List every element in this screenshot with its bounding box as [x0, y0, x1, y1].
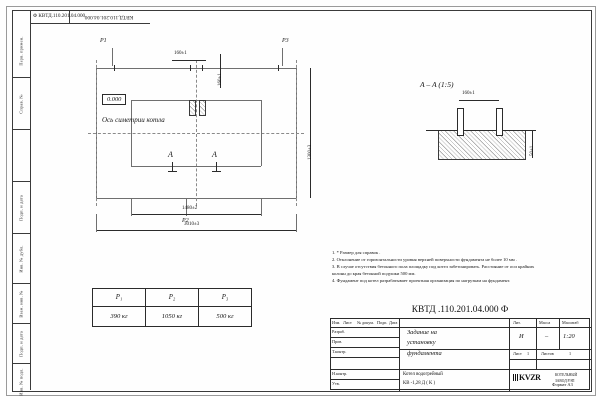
stamp-vline-3 [536, 319, 537, 349]
table-header-p3: P₃ [199, 289, 252, 307]
left-cell-5 [12, 284, 30, 324]
stamp-row-tkontr: Т.контр. [332, 349, 347, 354]
anchor-bolt-right [496, 108, 503, 136]
table-header-p1: P₁ [93, 289, 146, 307]
stamp-sheet-label: Лист [513, 351, 522, 356]
table-cell-p1-value: 390 кг [93, 307, 146, 327]
dim-line-right-vertical [310, 68, 311, 198]
section-view [420, 80, 550, 190]
left-cell-label: Инв. № дубл. [18, 244, 24, 273]
leader-p1 [112, 48, 113, 66]
stamp-col-podp: Подп. [377, 320, 388, 325]
anchor-mark-p1 [114, 65, 115, 71]
left-stamp-column [12, 10, 31, 396]
stamp-hline-6 [331, 379, 399, 380]
anchor-mark-mid-a [190, 65, 191, 71]
company-name: KVZR [519, 373, 541, 382]
company-sub-line-1: КОТЕЛЬНЫЙ [555, 373, 578, 377]
section-top-surface [426, 130, 536, 131]
stamp-hline-5 [331, 369, 399, 370]
stamp-mass-value: – [545, 333, 549, 340]
stamp-vline-1 [399, 319, 400, 391]
left-cell-2 [12, 130, 30, 182]
logo-bars-icon [513, 374, 518, 381]
dim-line-bottom-outer [96, 230, 296, 231]
section-mark-a-right: A [212, 150, 217, 159]
code-rotated-label: КВТД.110.201.04.000 [84, 14, 134, 20]
stamp-sheets-label: Листов [541, 351, 554, 356]
dim-top-small: 160±1 [174, 51, 187, 56]
plan-view [86, 38, 326, 238]
stamp-product-line-2: КВ -1,28 Д ( К ) [403, 381, 436, 386]
code-label: Ф КВТД.110.201.04.000 [33, 13, 86, 19]
stamp-row-razrab: Разраб. [332, 329, 345, 334]
stamp-hline-4 [331, 357, 399, 358]
left-cell-label: Взам. инв. № [18, 289, 24, 318]
left-cell-label: Подп. и дата [18, 194, 24, 221]
stamp-vline-2 [509, 319, 510, 391]
plan-inner-left [131, 100, 132, 166]
axis-symmetry-note: Ось симетрии котла [102, 116, 165, 124]
note-4: 4. Фундамент под котел разрабатывает проектная организация по нагрузкам на фундамент. [332, 277, 511, 283]
section-arrow-right-base [212, 171, 221, 172]
plan-axis-vertical-left [96, 60, 97, 206]
stamp-hline-3 [331, 347, 399, 348]
stamp-hline-2 [331, 337, 399, 338]
section-arrow-left-base [168, 171, 177, 172]
stamp-lit-value: И [519, 333, 524, 340]
dim-ext-inner-left [131, 198, 132, 216]
stamp-col-list: Лист [343, 320, 352, 325]
label-p3: P3 [282, 38, 289, 44]
dim-top-small-vertical: 160±1 [218, 73, 223, 86]
top-left-code-box [30, 10, 150, 24]
stamp-sheet-value: 1 [527, 351, 530, 356]
left-cell-label: Справ. № [18, 93, 24, 114]
stamp-row-utv: Утв. [332, 381, 340, 386]
left-cell-label: Подп. и дата [18, 330, 24, 357]
section-mark-a-left: A [168, 150, 173, 159]
note-1: 1. * Размер для справок . [332, 250, 381, 255]
section-dim-top: 160±1 [462, 91, 475, 96]
stamp-hline-1 [331, 327, 399, 328]
note-3: 3. В случае отсутствия бетонного пола площадку под котел забетонировать. Расстояние от оси крайних колонн до края бетонной подушки 500 мм. [332, 263, 535, 276]
stamp-scale-value: 1:20 [563, 333, 575, 340]
dim-bottom-outer: 3010±3 [184, 222, 200, 227]
stamp-mass-header: Масса [539, 320, 551, 325]
section-concrete-block [438, 130, 526, 160]
plan-inner-bottom [131, 166, 261, 167]
stamp-title-line-2: установку [407, 339, 436, 346]
dim-line-top-small [172, 60, 206, 61]
stamp-product-line-1: Котел водогрейный [403, 372, 443, 377]
notes-block [332, 250, 548, 284]
anchor-pad-right [199, 100, 206, 116]
document-code: КВТД .110.201.04.000 Ф [411, 305, 509, 315]
left-cell-label: Инв. № подл. [18, 368, 24, 396]
stamp-hline-title-4 [509, 359, 591, 360]
anchor-pad-left [189, 100, 196, 116]
anchor-bolt-left [457, 108, 464, 136]
company-logo [513, 373, 541, 382]
plan-axis-vertical-1 [196, 60, 197, 206]
table-cell-p2-value: 1050 кг [146, 307, 199, 327]
stamp-col-doc: № докум. [357, 320, 374, 325]
stamp-hline-title-1 [399, 327, 591, 328]
sheet-format-label: Формат А3 [552, 382, 573, 387]
left-cell-6 [12, 324, 30, 364]
dim-bottom-inner: 1480±2 [182, 206, 198, 211]
stamp-title-line-3: фундамента [407, 350, 442, 357]
anchor-mark-p3 [278, 65, 279, 71]
stamp-hline-title-3 [399, 369, 591, 370]
plan-inner-right [261, 100, 262, 166]
plan-axis-vertical-right [296, 60, 297, 206]
stamp-col-izm: Изм. [332, 320, 341, 325]
stamp-row-nkontr: Н.контр. [332, 371, 348, 376]
note-2: 2. Отклонение от горизонтальноcти уровня верхней поверхности фундамента не более 10 мм . [332, 256, 517, 262]
table-row-header [93, 289, 252, 307]
dim-ext-inner-right [261, 198, 262, 216]
section-dim-line-top [459, 100, 499, 101]
title-block [330, 318, 590, 390]
left-cell-3 [12, 182, 30, 234]
dim-ext-outer-left [96, 214, 97, 232]
left-cell-7 [12, 364, 30, 400]
section-dim-right: 50±1 [530, 145, 535, 156]
dim-line-bottom-inner [131, 214, 261, 215]
stamp-col-data: Дата [389, 320, 398, 325]
table-cell-p3-value: 500 кг [199, 307, 252, 327]
table-row [93, 307, 252, 327]
leader-p3 [282, 48, 283, 66]
left-cell-1 [12, 78, 30, 130]
anchor-mark-mid-b [202, 65, 203, 71]
left-cell-4 [12, 234, 30, 284]
stamp-title-line-1: Задание на [407, 329, 437, 336]
stamp-lit-header: Лит. [513, 320, 521, 325]
dim-right-vertical: 1300±3 [308, 144, 313, 160]
section-arrow-left [172, 162, 173, 171]
table-header-p2: P₂ [146, 289, 199, 307]
elevation-zero-box: 0.000 [102, 94, 126, 105]
stamp-sheets-value: 1 [569, 351, 572, 356]
stamp-vline-5 [536, 349, 537, 369]
stamp-scale-header: Масштаб [562, 320, 579, 325]
section-arrow-right [216, 162, 217, 171]
left-cell-label: Перв. примен. [18, 35, 24, 66]
code-rotated-box [69, 10, 148, 24]
section-title: A – A (1:5) [420, 80, 454, 89]
loads-table [92, 288, 252, 327]
label-p1: P1 [100, 38, 107, 44]
stamp-row-prov: Пров. [332, 339, 343, 344]
plan-inner-top [131, 100, 261, 101]
company-sub-line-2: ЗАВОД РЭП [555, 379, 575, 383]
dim-ext-outer-right [296, 214, 297, 232]
label-p2: P2 [182, 218, 189, 224]
left-cell-0 [12, 24, 30, 78]
stamp-vline-4 [559, 319, 560, 349]
